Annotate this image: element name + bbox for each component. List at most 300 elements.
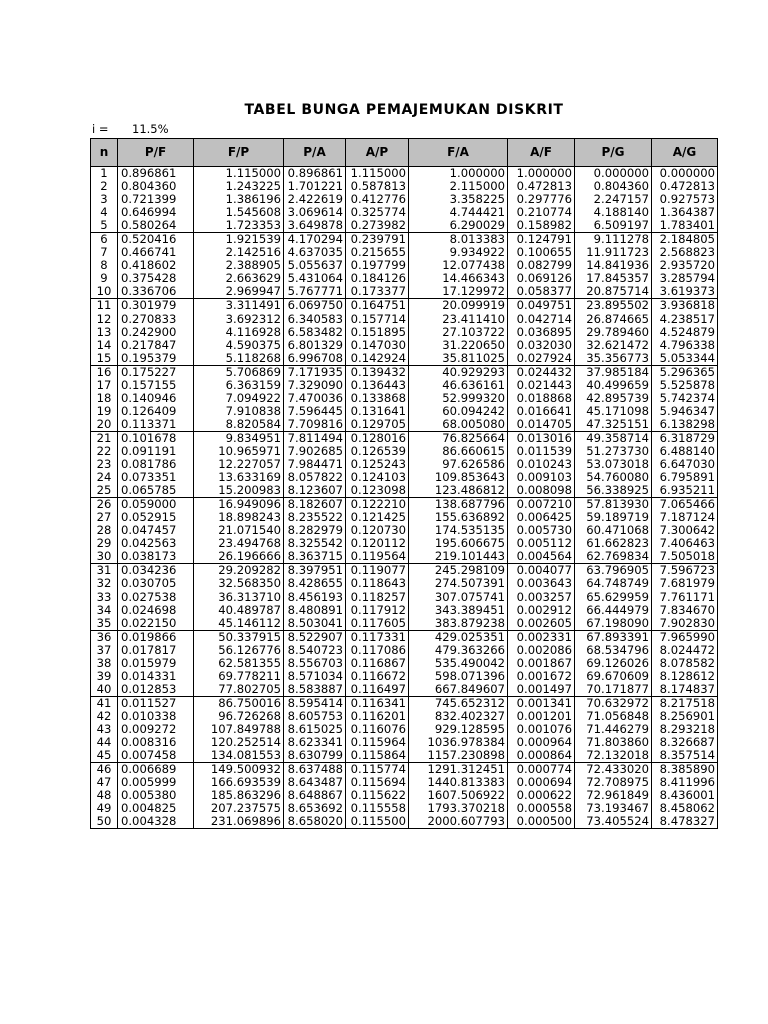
factor-cell: 0.009103 [508, 471, 575, 484]
factor-cell: 6.069750 [284, 299, 346, 313]
factor-cell: 8.397951 [284, 564, 346, 578]
factor-cell: 5.742374 [652, 392, 718, 405]
factor-cell: 0.896861 [284, 167, 346, 181]
factor-cell: 0.005730 [508, 524, 575, 537]
factor-cell: 0.116341 [346, 696, 409, 710]
period-cell: 1 [91, 167, 118, 181]
table-row [91, 285, 718, 299]
factor-cell: 45.171098 [575, 405, 652, 418]
table-row [91, 630, 718, 644]
table-row [91, 577, 718, 590]
factor-cell: 0.121425 [346, 511, 409, 524]
row-group [91, 365, 718, 431]
factor-cell: 0.124791 [508, 233, 575, 247]
period-cell: 39 [91, 670, 118, 683]
factor-cell: 0.325774 [346, 206, 409, 219]
factor-cell: 0.120730 [346, 524, 409, 537]
factor-cell: 51.273730 [575, 445, 652, 458]
table-row [91, 710, 718, 723]
factor-cell: 0.270833 [118, 313, 194, 326]
factor-cell: 0.009272 [118, 723, 194, 736]
factor-cell: 0.014331 [118, 670, 194, 683]
table-row [91, 365, 718, 379]
factor-cell: 1.701221 [284, 180, 346, 193]
period-cell: 11 [91, 299, 118, 313]
factor-cell: 3.358225 [409, 193, 508, 206]
factor-cell: 0.000000 [575, 167, 652, 181]
factor-cell: 59.189719 [575, 511, 652, 524]
factor-cell: 0.336706 [118, 285, 194, 299]
table-row [91, 418, 718, 432]
factor-cell: 429.025351 [409, 630, 508, 644]
factor-cell: 0.069126 [508, 272, 575, 285]
factor-cell: 8.217518 [652, 696, 718, 710]
factor-cell: 7.094922 [194, 392, 284, 405]
factor-cell: 0.032030 [508, 339, 575, 352]
factor-cell: 0.164751 [346, 299, 409, 313]
factor-cell: 0.136443 [346, 379, 409, 392]
factor-cell: 13.633169 [194, 471, 284, 484]
table-row [91, 749, 718, 763]
factor-cell: 1440.813383 [409, 776, 508, 789]
table-row [91, 815, 718, 829]
factor-cell: 0.140946 [118, 392, 194, 405]
factor-cell: 0.006425 [508, 511, 575, 524]
factor-cell: 40.489787 [194, 604, 284, 617]
factor-cell: 26.196666 [194, 550, 284, 564]
table-row [91, 405, 718, 418]
table-row [91, 617, 718, 631]
factor-cell: 0.131641 [346, 405, 409, 418]
column-header: A/P [346, 139, 409, 167]
factor-cell: 8.583887 [284, 683, 346, 697]
factor-cell: 54.760080 [575, 471, 652, 484]
factor-cell: 195.606675 [409, 537, 508, 550]
factor-cell: 7.171935 [284, 365, 346, 379]
factor-cell: 8.478327 [652, 815, 718, 829]
factor-cell: 0.896861 [118, 167, 194, 181]
factor-cell: 0.000622 [508, 789, 575, 802]
factor-cell: 0.115694 [346, 776, 409, 789]
factor-cell: 0.116201 [346, 710, 409, 723]
factor-cell: 9.834951 [194, 431, 284, 445]
factor-cell: 8.605753 [284, 710, 346, 723]
factor-cell: 0.115500 [346, 815, 409, 829]
factor-cell: 42.895739 [575, 392, 652, 405]
factor-cell: 23.895502 [575, 299, 652, 313]
factor-cell: 4.744421 [409, 206, 508, 219]
factor-cell: 0.001497 [508, 683, 575, 697]
factor-cell: 73.193467 [575, 802, 652, 815]
period-cell: 22 [91, 445, 118, 458]
factor-cell: 0.242900 [118, 326, 194, 339]
factor-cell: 0.017817 [118, 644, 194, 657]
factor-cell: 0.125243 [346, 458, 409, 471]
factor-cell: 1.115000 [194, 167, 284, 181]
factor-cell: 0.520416 [118, 233, 194, 247]
factor-cell: 46.636161 [409, 379, 508, 392]
factor-cell: 56.126776 [194, 644, 284, 657]
factor-cell: 274.507391 [409, 577, 508, 590]
factor-cell: 0.101678 [118, 431, 194, 445]
factor-cell: 0.036895 [508, 326, 575, 339]
period-cell: 36 [91, 630, 118, 644]
factor-cell: 0.059000 [118, 498, 194, 512]
factor-cell: 56.338925 [575, 484, 652, 498]
factor-cell: 107.849788 [194, 723, 284, 736]
factor-cell: 6.488140 [652, 445, 718, 458]
table-row [91, 591, 718, 604]
column-header: F/A [409, 139, 508, 167]
period-cell: 21 [91, 431, 118, 445]
factor-cell: 0.004077 [508, 564, 575, 578]
factor-cell: 7.065466 [652, 498, 718, 512]
factor-cell: 69.670609 [575, 670, 652, 683]
factor-cell: 40.929293 [409, 365, 508, 379]
factor-cell: 0.472813 [652, 180, 718, 193]
factor-cell: 9.934922 [409, 246, 508, 259]
factor-cell: 0.217847 [118, 339, 194, 352]
factor-cell: 23.411410 [409, 313, 508, 326]
factor-cell: 0.157714 [346, 313, 409, 326]
period-cell: 45 [91, 749, 118, 763]
factor-cell: 8.293218 [652, 723, 718, 736]
period-cell: 41 [91, 696, 118, 710]
factor-cell: 7.984471 [284, 458, 346, 471]
factor-cell: 0.000864 [508, 749, 575, 763]
factor-cell: 0.006689 [118, 763, 194, 777]
factor-cell: 0.215655 [346, 246, 409, 259]
period-cell: 20 [91, 418, 118, 432]
factor-cell: 0.116867 [346, 657, 409, 670]
factor-cell: 96.726268 [194, 710, 284, 723]
interest-rate-value: 11.5% [132, 122, 169, 136]
factor-cell: 7.187124 [652, 511, 718, 524]
factor-cell: 0.038173 [118, 550, 194, 564]
period-cell: 15 [91, 352, 118, 366]
column-header: P/A [284, 139, 346, 167]
factor-cell: 185.863296 [194, 789, 284, 802]
factor-cell: 20.099919 [409, 299, 508, 313]
factor-cell: 0.049751 [508, 299, 575, 313]
factor-cell: 231.069896 [194, 815, 284, 829]
factor-cell: 8.503041 [284, 617, 346, 631]
factor-cell: 1291.312451 [409, 763, 508, 777]
factor-cell: 0.115964 [346, 736, 409, 749]
factor-cell: 0.019866 [118, 630, 194, 644]
factor-cell: 6.509197 [575, 219, 652, 233]
factor-cell: 0.034236 [118, 564, 194, 578]
factor-cell: 8.174837 [652, 683, 718, 697]
factor-cell: 7.761171 [652, 591, 718, 604]
factor-cell: 0.005380 [118, 789, 194, 802]
factor-cell: 8.623341 [284, 736, 346, 749]
factor-cell: 0.003257 [508, 591, 575, 604]
factor-cell: 0.124103 [346, 471, 409, 484]
factor-cell: 62.581355 [194, 657, 284, 670]
factor-cell: 0.139432 [346, 365, 409, 379]
factor-cell: 0.587813 [346, 180, 409, 193]
factor-cell: 4.796338 [652, 339, 718, 352]
factor-cell: 0.010243 [508, 458, 575, 471]
row-group [91, 167, 718, 233]
factor-cell: 17.129972 [409, 285, 508, 299]
factor-cell: 667.849607 [409, 683, 508, 697]
factor-cell: 0.273982 [346, 219, 409, 233]
factor-cell: 0.100655 [508, 246, 575, 259]
factor-cell: 0.804360 [118, 180, 194, 193]
factor-cell: 15.200983 [194, 484, 284, 498]
table-title: TABEL BUNGA PEMAJEMUKAN DISKRIT [244, 102, 564, 118]
factor-cell: 6.935211 [652, 484, 718, 498]
table-row [91, 604, 718, 617]
period-cell: 50 [91, 815, 118, 829]
period-cell: 24 [91, 471, 118, 484]
factor-cell: 0.195379 [118, 352, 194, 366]
table-row [91, 233, 718, 247]
factor-cell: 0.721399 [118, 193, 194, 206]
factor-cell: 50.337915 [194, 630, 284, 644]
factor-cell: 2.969947 [194, 285, 284, 299]
factor-cell: 40.499659 [575, 379, 652, 392]
factor-cell: 7.300642 [652, 524, 718, 537]
factor-cell: 0.297776 [508, 193, 575, 206]
factor-cell: 0.007458 [118, 749, 194, 763]
factor-cell: 8.057822 [284, 471, 346, 484]
factor-cell: 29.209282 [194, 564, 284, 578]
factor-cell: 8.595414 [284, 696, 346, 710]
factor-cell: 149.500932 [194, 763, 284, 777]
factor-cell: 0.000000 [652, 167, 718, 181]
factor-cell: 0.052915 [118, 511, 194, 524]
factor-cell: 8.820584 [194, 418, 284, 432]
factor-cell: 8.540723 [284, 644, 346, 657]
factor-cell: 6.795891 [652, 471, 718, 484]
factor-cell: 77.802705 [194, 683, 284, 697]
table-row [91, 683, 718, 697]
factor-cell: 0.126409 [118, 405, 194, 418]
factor-cell: 7.910838 [194, 405, 284, 418]
factor-cell: 0.151895 [346, 326, 409, 339]
factor-cell: 37.985184 [575, 365, 652, 379]
factor-cell: 0.005999 [118, 776, 194, 789]
period-cell: 30 [91, 550, 118, 564]
factor-cell: 72.433020 [575, 763, 652, 777]
period-cell: 33 [91, 591, 118, 604]
factor-cell: 832.402327 [409, 710, 508, 723]
factor-cell: 479.363266 [409, 644, 508, 657]
factor-cell: 0.117331 [346, 630, 409, 644]
factor-cell: 929.128595 [409, 723, 508, 736]
factor-cell: 8.326687 [652, 736, 718, 749]
factor-cell: 14.841936 [575, 259, 652, 272]
factor-cell: 8.357514 [652, 749, 718, 763]
period-cell: 42 [91, 710, 118, 723]
factor-cell: 3.069614 [284, 206, 346, 219]
factor-cell: 0.024698 [118, 604, 194, 617]
factor-cell: 1.723353 [194, 219, 284, 233]
factor-cell: 4.238517 [652, 313, 718, 326]
interest-factor-table [90, 138, 718, 829]
factor-cell: 8.436001 [652, 789, 718, 802]
factor-cell: 1607.506922 [409, 789, 508, 802]
factor-cell: 8.013383 [409, 233, 508, 247]
factor-cell: 53.073018 [575, 458, 652, 471]
factor-cell: 76.825664 [409, 431, 508, 445]
column-header: P/G [575, 139, 652, 167]
period-cell: 23 [91, 458, 118, 471]
factor-cell: 0.119564 [346, 550, 409, 564]
factor-cell: 2.935720 [652, 259, 718, 272]
table-row [91, 167, 718, 181]
factor-cell: 1.115000 [346, 167, 409, 181]
row-group [91, 431, 718, 497]
factor-cell: 0.412776 [346, 193, 409, 206]
factor-cell: 109.853643 [409, 471, 508, 484]
table-row [91, 339, 718, 352]
factor-cell: 69.778211 [194, 670, 284, 683]
table-row [91, 313, 718, 326]
factor-cell: 0.133868 [346, 392, 409, 405]
period-cell: 2 [91, 180, 118, 193]
factor-cell: 8.522907 [284, 630, 346, 644]
table-row [91, 392, 718, 405]
factor-cell: 0.024432 [508, 365, 575, 379]
period-cell: 8 [91, 259, 118, 272]
factor-cell: 0.123098 [346, 484, 409, 498]
factor-cell: 0.008316 [118, 736, 194, 749]
period-cell: 26 [91, 498, 118, 512]
factor-cell: 3.311491 [194, 299, 284, 313]
factor-cell: 0.002331 [508, 630, 575, 644]
column-header: F/P [194, 139, 284, 167]
period-cell: 47 [91, 776, 118, 789]
factor-cell: 0.115774 [346, 763, 409, 777]
factor-cell: 2.184805 [652, 233, 718, 247]
factor-cell: 0.058377 [508, 285, 575, 299]
factor-cell: 1793.370218 [409, 802, 508, 815]
factor-cell: 0.065785 [118, 484, 194, 498]
factor-cell: 6.318729 [652, 431, 718, 445]
factor-cell: 47.325151 [575, 418, 652, 432]
factor-cell: 8.128612 [652, 670, 718, 683]
factor-cell: 69.126026 [575, 657, 652, 670]
period-cell: 38 [91, 657, 118, 670]
factor-cell: 0.005112 [508, 537, 575, 550]
factor-cell: 0.013016 [508, 431, 575, 445]
period-cell: 6 [91, 233, 118, 247]
table-row [91, 379, 718, 392]
factor-cell: 123.486812 [409, 484, 508, 498]
factor-cell: 68.534796 [575, 644, 652, 657]
factor-cell: 0.117912 [346, 604, 409, 617]
factor-cell: 0.081786 [118, 458, 194, 471]
factor-cell: 60.094242 [409, 405, 508, 418]
factor-cell: 0.113371 [118, 418, 194, 432]
factor-cell: 343.389451 [409, 604, 508, 617]
factor-cell: 245.298109 [409, 564, 508, 578]
factor-cell: 8.123607 [284, 484, 346, 498]
factor-cell: 2.115000 [409, 180, 508, 193]
factor-cell: 3.936818 [652, 299, 718, 313]
period-cell: 13 [91, 326, 118, 339]
factor-cell: 8.480891 [284, 604, 346, 617]
factor-cell: 66.444979 [575, 604, 652, 617]
factor-cell: 3.692312 [194, 313, 284, 326]
factor-cell: 0.115558 [346, 802, 409, 815]
factor-cell: 0.197799 [346, 259, 409, 272]
period-cell: 3 [91, 193, 118, 206]
factor-cell: 10.965971 [194, 445, 284, 458]
factor-cell: 5.296365 [652, 365, 718, 379]
factor-cell: 0.004328 [118, 815, 194, 829]
factor-cell: 12.077438 [409, 259, 508, 272]
table-row [91, 219, 718, 233]
row-group [91, 299, 718, 365]
factor-cell: 5.431064 [284, 272, 346, 285]
factor-cell: 0.120112 [346, 537, 409, 550]
factor-cell: 72.961849 [575, 789, 652, 802]
factor-cell: 57.813930 [575, 498, 652, 512]
factor-cell: 71.056848 [575, 710, 652, 723]
factor-cell: 0.002086 [508, 644, 575, 657]
factor-cell: 0.004825 [118, 802, 194, 815]
factor-cell: 7.406463 [652, 537, 718, 550]
column-header: n [91, 139, 118, 167]
factor-cell: 0.042563 [118, 537, 194, 550]
factor-cell: 5.767771 [284, 285, 346, 299]
factor-cell: 7.811494 [284, 431, 346, 445]
factor-cell: 0.210774 [508, 206, 575, 219]
factor-cell: 0.418602 [118, 259, 194, 272]
period-cell: 29 [91, 537, 118, 550]
factor-cell: 8.363715 [284, 550, 346, 564]
factor-cell: 6.996708 [284, 352, 346, 366]
factor-cell: 8.385890 [652, 763, 718, 777]
factor-cell: 2.568823 [652, 246, 718, 259]
factor-cell: 70.171877 [575, 683, 652, 697]
factor-cell: 8.658020 [284, 815, 346, 829]
table-row [91, 484, 718, 498]
table-header-row [91, 139, 718, 167]
factor-cell: 8.182607 [284, 498, 346, 512]
period-cell: 14 [91, 339, 118, 352]
factor-cell: 0.012853 [118, 683, 194, 697]
factor-cell: 8.648867 [284, 789, 346, 802]
factor-cell: 120.252514 [194, 736, 284, 749]
factor-cell: 16.949096 [194, 498, 284, 512]
factor-cell: 7.329090 [284, 379, 346, 392]
period-cell: 27 [91, 511, 118, 524]
period-cell: 49 [91, 802, 118, 815]
factor-cell: 1.364387 [652, 206, 718, 219]
factor-cell: 0.173377 [346, 285, 409, 299]
factor-cell: 67.198090 [575, 617, 652, 631]
table-row [91, 564, 718, 578]
factor-cell: 4.188140 [575, 206, 652, 219]
row-group [91, 498, 718, 564]
factor-cell: 6.583482 [284, 326, 346, 339]
factor-cell: 0.117605 [346, 617, 409, 631]
factor-cell: 8.256901 [652, 710, 718, 723]
factor-cell: 5.118268 [194, 352, 284, 366]
factor-cell: 0.117086 [346, 644, 409, 657]
factor-cell: 1.386196 [194, 193, 284, 206]
factor-cell: 2000.607793 [409, 815, 508, 829]
table-row [91, 763, 718, 777]
factor-cell: 7.709816 [284, 418, 346, 432]
factor-cell: 155.636892 [409, 511, 508, 524]
